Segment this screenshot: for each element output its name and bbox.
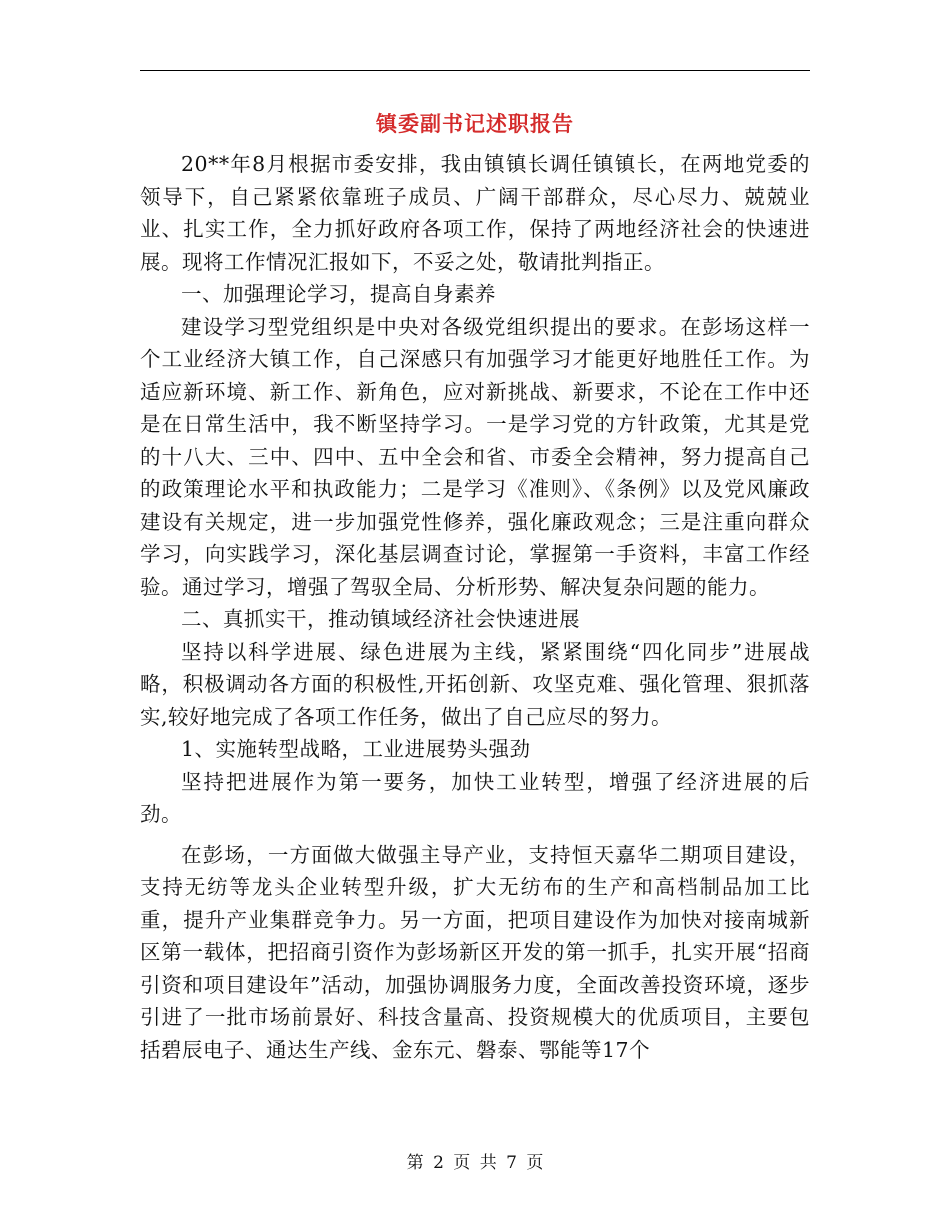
paragraph-strategy: 坚持以科学进展、绿色进展为主线，紧紧围绕“四化同步”进展战略，积极调动各方面的积极性,开拓创新、攻坚克难、强化管理、狠抓落实,较好地完成了各项工作任务，做出了自己应尽的努力。 xyxy=(140,639,810,729)
section-heading-2: 二、真抓实干，推动镇域经济社会快速进展 xyxy=(181,607,580,631)
document-body xyxy=(140,148,810,1066)
header-rule xyxy=(140,70,810,71)
section-heading-1: 一、加强理论学习，提高自身素养 xyxy=(181,282,496,306)
paragraph-study: 建设学习型党组织是中央对各级党组织提出的要求。在彭场这样一个工业经济大镇工作，自己深感只有加强学习才能更好地胜任工作。为适应新环境、新工作、新角色，应对新挑战、新要求，不论在工作中还是在日常生活中，我不断坚持学习。一是学习党的方针政策，尤其是党的十八大、三中、四中、五中全会和省、市委全会精神，努力提高自己的政策理论水平和执政能力；二是学习《准则》、《条例》以及党风廉政建设有关规定，进一步加强党性修养，强化廉政观念；三是注重向群众学习，向实践学习，深化基层调查讨论，掌握第一手资料，丰富工作经验。通过学习，增强了驾驭全局、分析形势、解决复杂问题的能力。 xyxy=(140,314,810,599)
subsection-heading-1: 1、实施转型战略，工业进展势头强劲 xyxy=(181,737,531,761)
paragraph-development: 坚持把进展作为第一要务，加快工业转型，增强了经济进展的后劲。 xyxy=(140,769,810,826)
document-title: 镇委副书记述职报告 xyxy=(376,112,574,136)
paragraph-intro: 20**年8月根据市委安排，我由镇镇长调任镇镇长，在两地党委的领导下，自己紧紧依靠班子成员、广阔干部群众，尽心尽力、兢兢业业、扎实工作，全力抓好政府各项工作，保持了两地经济社会的快速进展。现将工作情况汇报如下，不妥之处，敬请批判指正。 xyxy=(140,152,810,274)
page-footer: 第 2 页 共 7 页 xyxy=(406,1153,544,1173)
paragraph-pengchang: 在彭场，一方面做大做强主导产业，支持恒天嘉华二期项目建设，支持无纺等龙头企业转型升级，扩大无纺布的生产和高档制品加工比重，提升产业集群竞争力。另一方面，把项目建设作为加快对接南城新区第一载体，把招商引资作为彭场新区开发的第一抓手，扎实开展“招商引资和项目建设年”活动，加强协调服务力度，全面改善投资环境，逐步引进了一批市场前景好、科技含量高、投资规模大的优质项目，主要包括碧辰电子、通达生产线、金东元、磐泰、鄂能等17个 xyxy=(140,842,810,1062)
